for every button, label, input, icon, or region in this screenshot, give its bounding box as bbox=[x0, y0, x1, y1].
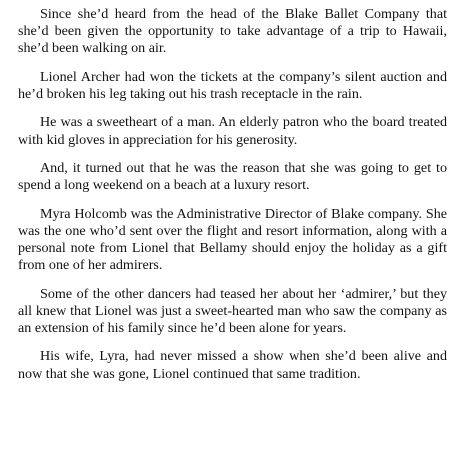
paragraph-7: His wife, Lyra, had never missed a show when she’d been alive and now that she was gone, Lionel continued that same tradition. bbox=[18, 348, 447, 382]
paragraph-2: Lionel Archer had won the tickets at the company’s silent auction and he’d broken his leg taking out his trash receptacle in the rain. bbox=[18, 68, 447, 102]
paragraph-3: He was a sweetheart of a man. An elderly patron who the board treated with kid gloves in appreciation for his generosity. bbox=[18, 114, 447, 148]
paragraph-4: And, it turned out that he was the reason that she was going to get to spend a long weekend on a beach at a luxury resort. bbox=[18, 159, 447, 194]
paragraph-5: Myra Holcomb was the Administrative Director of Blake company. She was the one who’d sent over the flight and resort information, along with a personal note from Lionel that Bellamy should enjoy the holiday as a gift from one of her admirers. bbox=[18, 205, 447, 274]
paragraph-1: Since she’d heard from the head of the Blake Ballet Company that she’d been given the opportunity to take advantage of a trip to Hawaii, she’d been walking on air. bbox=[18, 6, 447, 57]
paragraph-6: Some of the other dancers had teased her about her ‘admirer,’ but they all knew that Lionel was just a sweet-hearted man who saw the company as an extension of his family since he’d been alone for years. bbox=[18, 285, 447, 336]
